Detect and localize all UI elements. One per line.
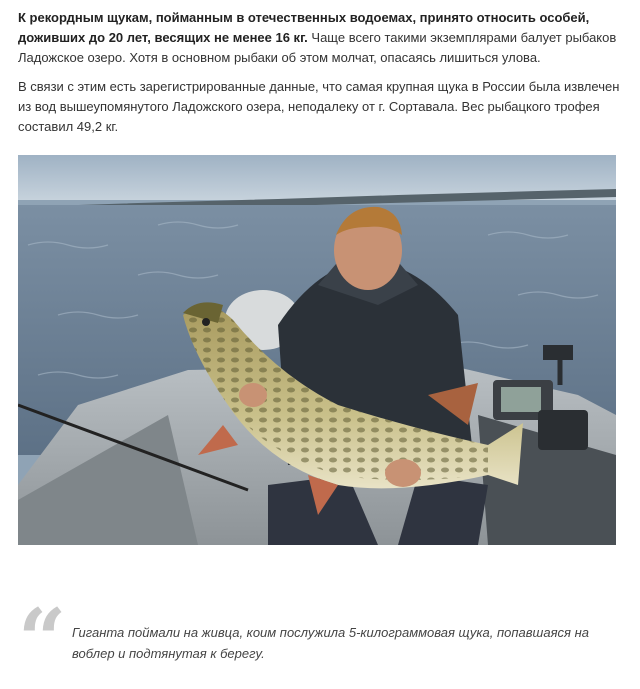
quote-mark-icon: “ [18, 590, 67, 689]
pike-photo [18, 155, 616, 545]
intro-paragraph [18, 8, 622, 68]
intro-bold-text: К рекордным щукам, пойманным в отечественных водоемах, принято относить особей, доживших до 20 лет, весящих не менее 16 кг. [18, 10, 590, 45]
pull-quote [18, 590, 622, 689]
quote-text: Гиганта поймали на живца, коим послужила 5-килограммовая щука, попавшаяся на воблер и подтянутая к берегу. [72, 625, 589, 661]
record-paragraph: В связи с этим есть зарегистрированные данные, что самая крупная щука в России была извлечен из вод вышеупомянутого Ладожского озера, неподалеку от г. Сортавала. Вес рыбацкого трофея составил 49,2 кг. [18, 79, 620, 134]
intro-text: Чаще всего такими экземплярами балует рыбаков Ладожское озеро. Хотя в основном рыбаки об этом молчат, опасаясь лишиться улова. [18, 30, 617, 65]
